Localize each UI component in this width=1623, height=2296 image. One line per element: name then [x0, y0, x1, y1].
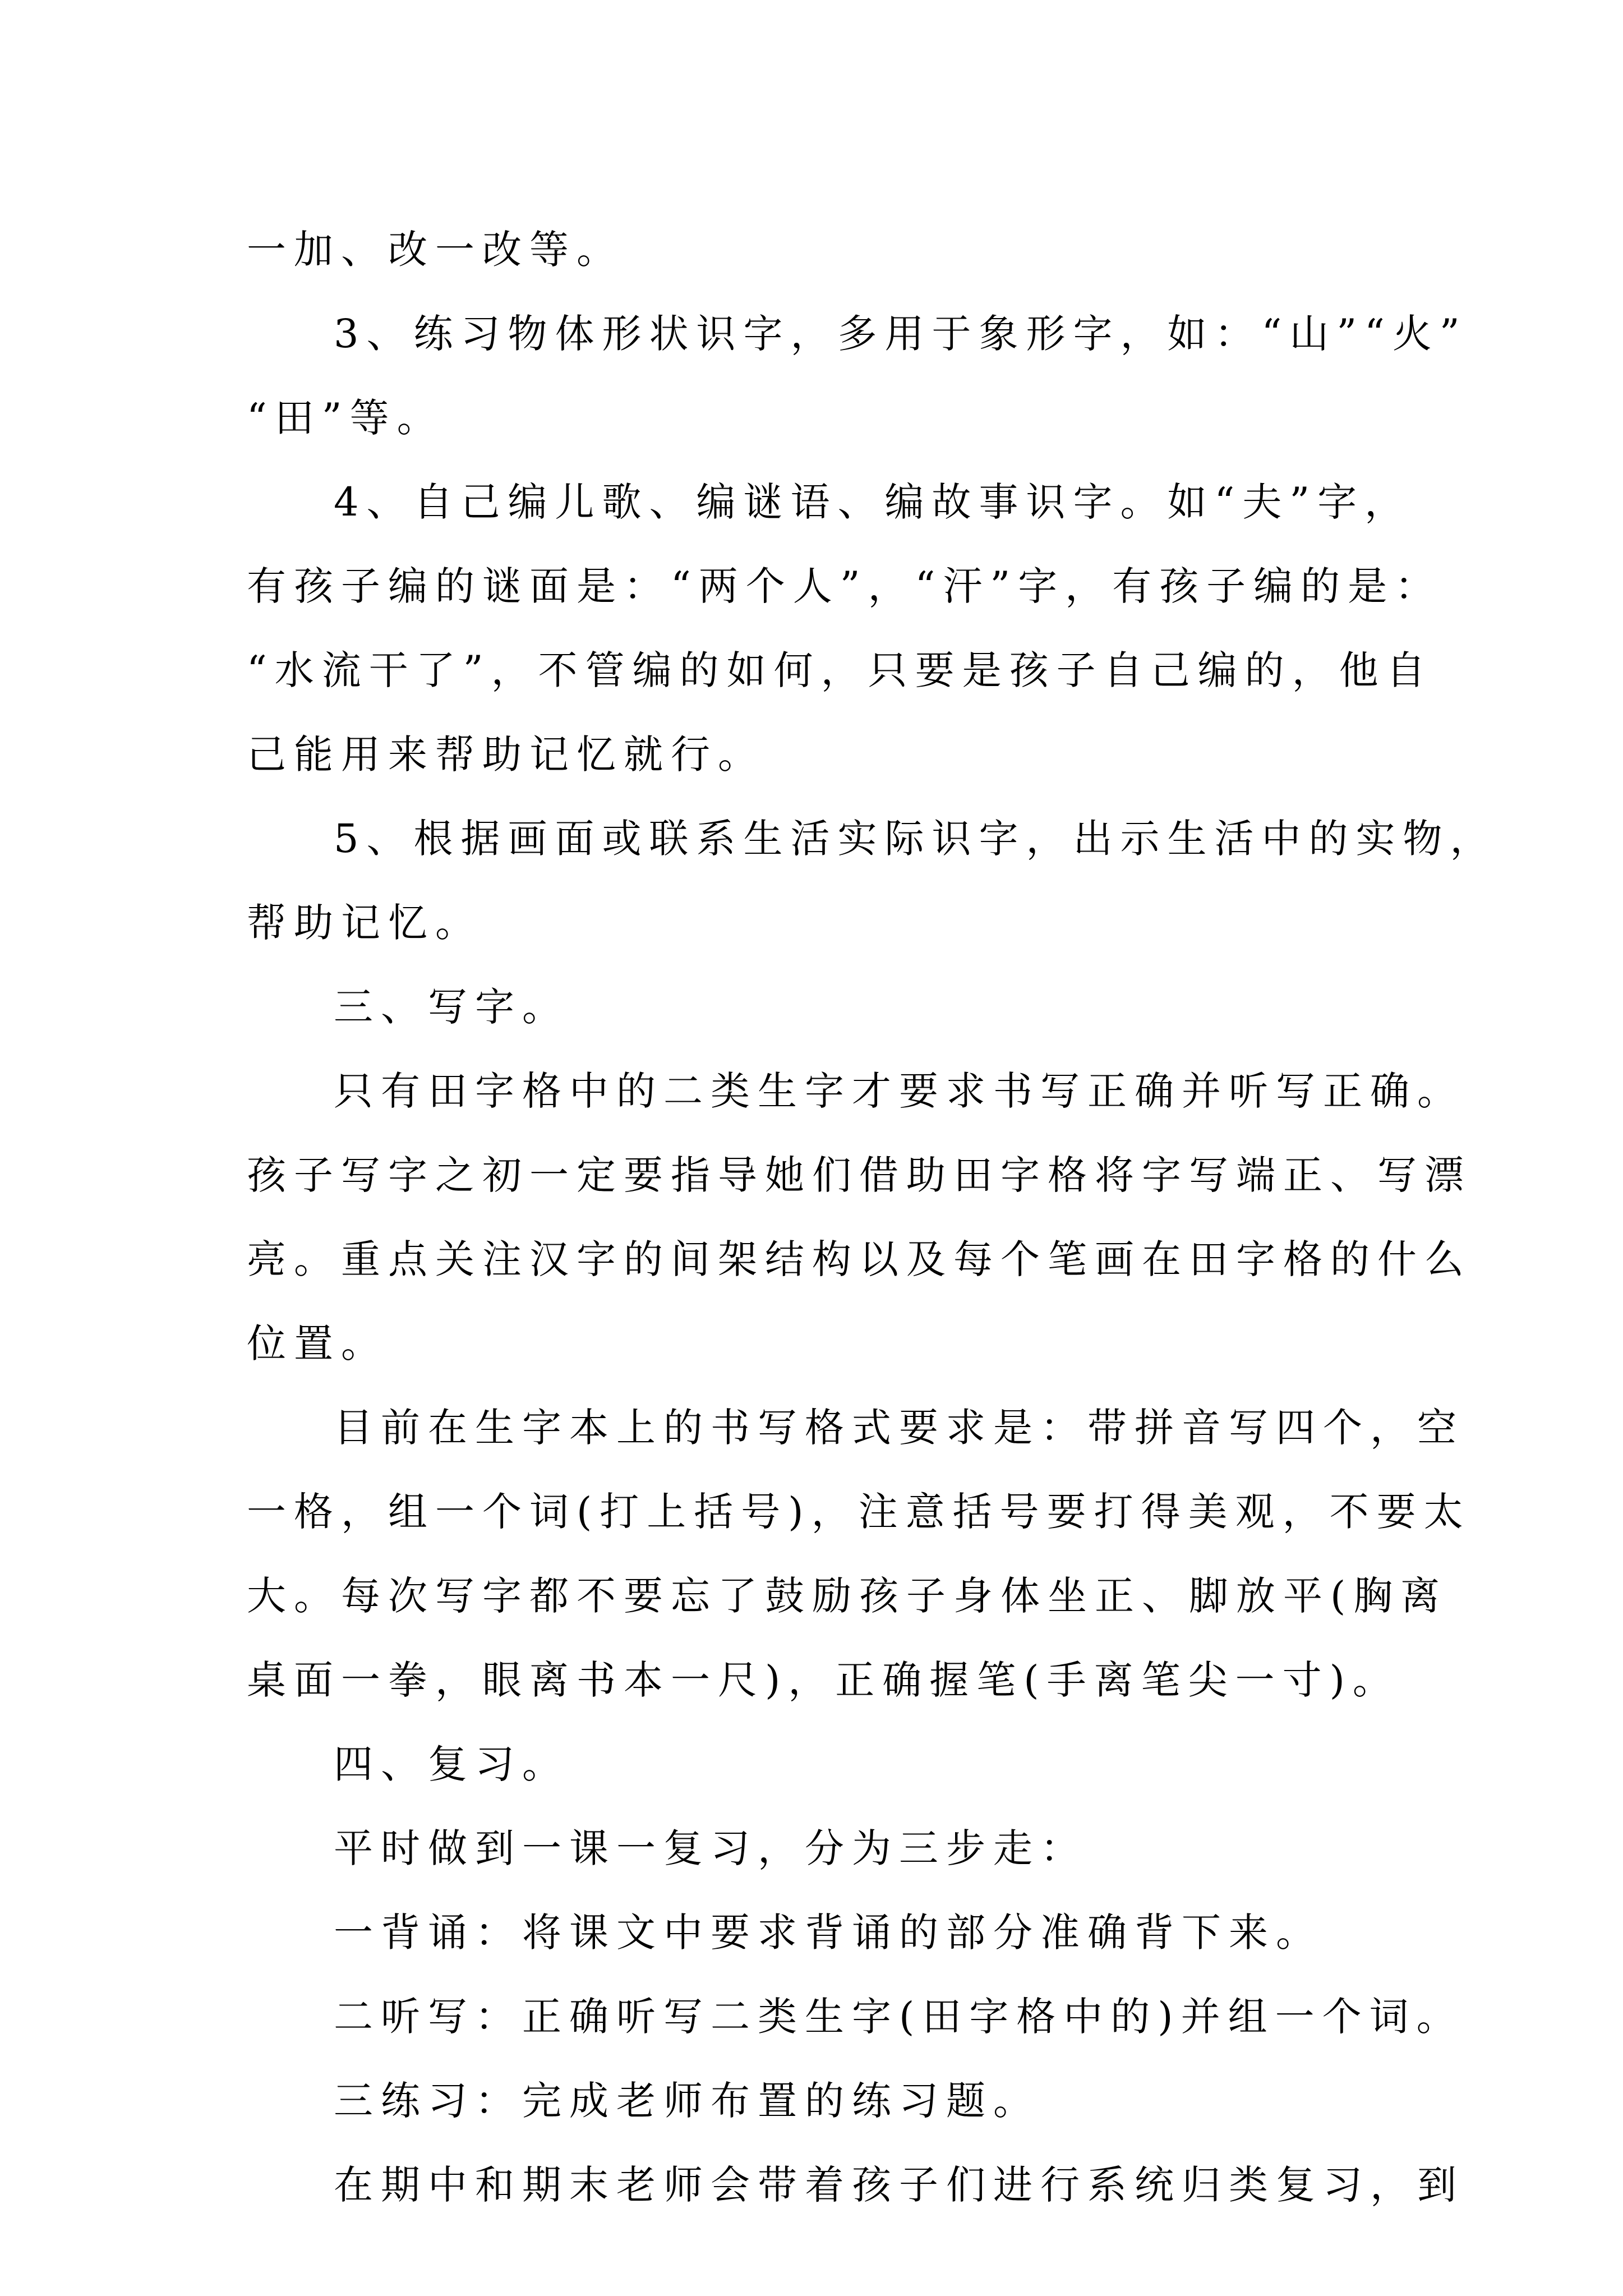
text-line: 一背诵：将课文中要求背诵的部分准确背下来。 — [334, 1910, 1323, 1955]
text-line: 5、根据画面或联系生活实际识字，出示生活中的实物， — [334, 816, 1497, 862]
text-line: “水流干了”，不管编的如何，只要是孩子自己编的，他自 — [247, 647, 1433, 693]
text-line: 位置。 — [247, 1320, 388, 1366]
text-line: 三练习：完成老师布置的练习题。 — [334, 2078, 1040, 2124]
section-heading: 三、写字。 — [334, 984, 569, 1030]
text-line: 一格，组一个词(打上括号)，注意括号要打得美观，不要太 — [247, 1489, 1471, 1535]
text-line: 一加、改一改等。 — [247, 227, 624, 273]
text-line: 帮助记忆。 — [247, 900, 482, 946]
text-line: 只有田字格中的二类生字才要求书写正确并听写正确。 — [334, 1068, 1464, 1114]
text-line: 平时做到一课一复习，分为三步走： — [334, 1825, 1087, 1871]
text-line: 在期中和期末老师会带着孩子们进行系统归类复习，到 — [334, 2162, 1464, 2208]
section-heading: 四、复习。 — [334, 1741, 569, 1787]
text-line: 己能用来帮助记忆就行。 — [247, 731, 765, 777]
text-line: 4、自己编儿歌、编谜语、编故事识字。如“夫”字， — [334, 479, 1412, 525]
text-line: 桌面一拳，眼离书本一尺)，正确握笔(手离笔尖一寸)。 — [247, 1657, 1400, 1703]
text-line: “田”等。 — [247, 395, 444, 441]
text-line: 3、练习物体形状识字，多用于象形字，如：“山”“火” — [334, 311, 1468, 357]
text-line: 有孩子编的谜面是：“两个人”，“汗”字，有孩子编的是： — [247, 563, 1442, 609]
text-line: 目前在生字本上的书写格式要求是：带拼音写四个，空 — [334, 1405, 1464, 1451]
text-line: 二听写：正确听写二类生字(田字格中的)并组一个词。 — [334, 1994, 1464, 2040]
text-line: 孩子写字之初一定要指导她们借助田字格将字写端正、写漂 — [247, 1152, 1472, 1198]
text-line: 亮。重点关注汉字的间架结构以及每个笔画在田字格的什么 — [247, 1236, 1472, 1282]
text-line: 大。每次写字都不要忘了鼓励孩子身体坐正、脚放平(胸离 — [247, 1573, 1448, 1619]
